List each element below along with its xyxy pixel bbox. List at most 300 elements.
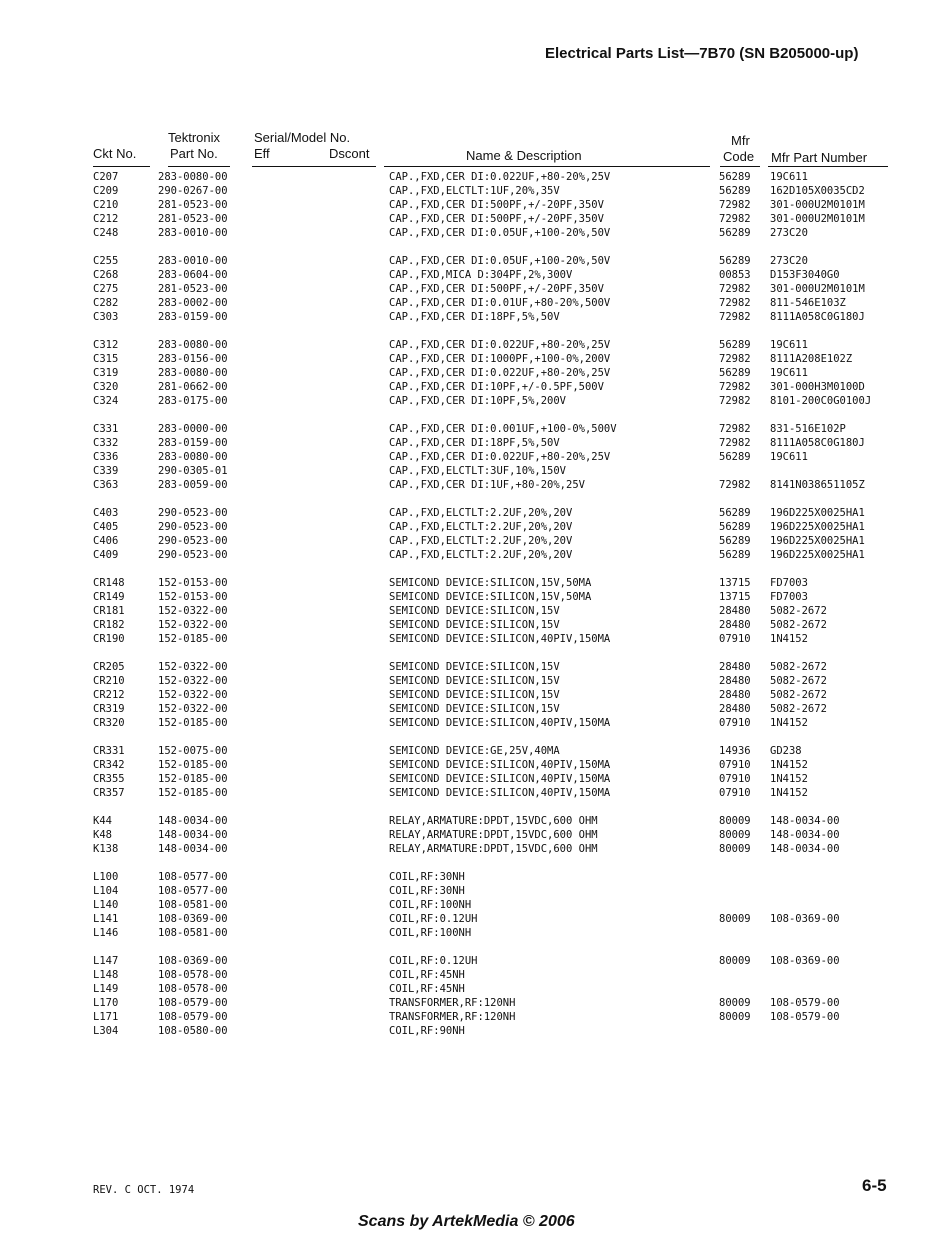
- cell-part-no: 108-0580-00: [158, 1025, 228, 1037]
- cell-part-no: 290-0523-00: [158, 549, 228, 561]
- cell-ckt-no: K44: [93, 815, 112, 827]
- cell-part-no: 108-0369-00: [158, 913, 228, 925]
- cell-description: SEMICOND DEVICE:SILICON,15V,50MA: [389, 591, 592, 603]
- cell-description: CAP.,FXD,CER DI:18PF,5%,50V: [389, 311, 560, 323]
- cell-ckt-no: C406: [93, 535, 119, 547]
- cell-description: CAP.,FXD,CER DI:0.05UF,+100-20%,50V: [389, 227, 611, 239]
- cell-description: CAP.,FXD,CER DI:0.022UF,+80-20%,25V: [389, 367, 611, 379]
- cell-description: SEMICOND DEVICE:SILICON,40PIV,150MA: [389, 717, 611, 729]
- cell-ckt-no: CR190: [93, 633, 125, 645]
- cell-description: CAP.,FXD,CER DI:18PF,5%,50V: [389, 437, 560, 449]
- cell-part-no: 281-0662-00: [158, 381, 228, 393]
- header-ckt-no: Ckt No.: [93, 146, 137, 161]
- cell-ckt-no: C320: [93, 381, 119, 393]
- cell-description: SEMICOND DEVICE:SILICON,40PIV,150MA: [389, 759, 611, 771]
- cell-part-no: 152-0322-00: [158, 605, 228, 617]
- cell-ckt-no: C275: [93, 283, 119, 295]
- cell-mfr-part-number: 8141N038651105Z: [770, 479, 865, 491]
- table-row: [0, 702, 950, 716]
- table-row: [0, 898, 950, 912]
- table-row: [0, 212, 950, 226]
- header-mfr-part-number: Mfr Part Number: [771, 150, 868, 165]
- cell-ckt-no: L148: [93, 969, 119, 981]
- cell-description: TRANSFORMER,RF:120NH: [389, 997, 516, 1009]
- cell-ckt-no: CR181: [93, 605, 125, 617]
- revision-date: REV. C OCT. 1974: [93, 1184, 195, 1196]
- table-row: [0, 380, 950, 394]
- cell-description: CAP.,FXD,ELCTLT:1UF,20%,35V: [389, 185, 560, 197]
- cell-description: CAP.,FXD,CER DI:0.022UF,+80-20%,25V: [389, 451, 611, 463]
- cell-ckt-no: C209: [93, 185, 119, 197]
- cell-ckt-no: C363: [93, 479, 119, 491]
- cell-description: COIL,RF:100NH: [389, 927, 472, 939]
- cell-ckt-no: C312: [93, 339, 119, 351]
- cell-mfr-part-number: 8111A058C0G180J: [770, 311, 865, 323]
- cell-part-no: 148-0034-00: [158, 815, 228, 827]
- table-row: [0, 814, 950, 828]
- cell-mfr-code: 07910: [719, 787, 751, 799]
- cell-description: SEMICOND DEVICE:SILICON,40PIV,150MA: [389, 633, 611, 645]
- table-row: [0, 926, 950, 940]
- cell-mfr-part-number: 5082-2672: [770, 619, 827, 631]
- cell-part-no: 152-0153-00: [158, 577, 228, 589]
- cell-mfr-code: 72982: [719, 213, 751, 225]
- cell-ckt-no: L100: [93, 871, 119, 883]
- cell-mfr-code: 72982: [719, 311, 751, 323]
- cell-mfr-part-number: 19C611: [770, 339, 808, 351]
- table-row: [0, 842, 950, 856]
- cell-description: CAP.,FXD,CER DI:1000PF,+100-0%,200V: [389, 353, 611, 365]
- table-row: [0, 198, 950, 212]
- table-row: [0, 268, 950, 282]
- cell-mfr-code: 07910: [719, 773, 751, 785]
- cell-ckt-no: K138: [93, 843, 119, 855]
- cell-mfr-code: 72982: [719, 199, 751, 211]
- table-row: [0, 618, 950, 632]
- cell-mfr-part-number: 5082-2672: [770, 605, 827, 617]
- cell-mfr-part-number: 196D225X0025HA1: [770, 535, 865, 547]
- cell-mfr-part-number: 273C20: [770, 255, 808, 267]
- header-part-no: Part No.: [170, 146, 218, 161]
- cell-part-no: 152-0322-00: [158, 689, 228, 701]
- cell-part-no: 283-0156-00: [158, 353, 228, 365]
- cell-mfr-code: 56289: [719, 339, 751, 351]
- cell-ckt-no: L140: [93, 899, 119, 911]
- table-row: [0, 660, 950, 674]
- cell-mfr-code: 07910: [719, 633, 751, 645]
- cell-mfr-part-number: 831-516E102P: [770, 423, 846, 435]
- table-row: [0, 184, 950, 198]
- cell-ckt-no: L171: [93, 1011, 119, 1023]
- cell-mfr-code: 72982: [719, 479, 751, 491]
- header-tektronix: Tektronix: [168, 130, 221, 145]
- cell-mfr-part-number: 8111A208E102Z: [770, 353, 853, 365]
- cell-mfr-part-number: 108-0579-00: [770, 997, 840, 1009]
- cell-description: CAP.,FXD,CER DI:0.01UF,+80-20%,500V: [389, 297, 611, 309]
- cell-part-no: 108-0577-00: [158, 871, 228, 883]
- cell-description: CAP.,FXD,MICA D:304PF,2%,300V: [389, 269, 573, 281]
- cell-part-no: 283-0159-00: [158, 437, 228, 449]
- cell-description: CAP.,FXD,ELCTLT:2.2UF,20%,20V: [389, 549, 573, 561]
- cell-description: SEMICOND DEVICE:SILICON,15V: [389, 675, 560, 687]
- cell-ckt-no: C255: [93, 255, 119, 267]
- cell-mfr-part-number: 273C20: [770, 227, 808, 239]
- cell-mfr-code: 72982: [719, 381, 751, 393]
- cell-part-no: 152-0322-00: [158, 703, 228, 715]
- cell-description: CAP.,FXD,CER DI:10PF,5%,200V: [389, 395, 567, 407]
- cell-part-no: 281-0523-00: [158, 283, 228, 295]
- scan-credit: Scans by ArtekMedia © 2006: [358, 1213, 575, 1230]
- table-row: [0, 688, 950, 702]
- cell-part-no: 283-0159-00: [158, 311, 228, 323]
- cell-part-no: 152-0322-00: [158, 619, 228, 631]
- cell-ckt-no: C303: [93, 311, 119, 323]
- cell-part-no: 108-0578-00: [158, 969, 228, 981]
- cell-ckt-no: CR357: [93, 787, 125, 799]
- cell-part-no: 108-0369-00: [158, 955, 228, 967]
- cell-part-no: 283-0080-00: [158, 451, 228, 463]
- cell-mfr-part-number: 8101-200C0G0100J: [770, 395, 872, 407]
- cell-mfr-code: 56289: [719, 521, 751, 533]
- cell-description: RELAY,ARMATURE:DPDT,15VDC,600 OHM: [389, 829, 598, 841]
- cell-ckt-no: C403: [93, 507, 119, 519]
- cell-mfr-code: 80009: [719, 913, 751, 925]
- cell-description: SEMICOND DEVICE:SILICON,15V: [389, 661, 560, 673]
- table-row: [0, 450, 950, 464]
- cell-mfr-part-number: 19C611: [770, 171, 808, 183]
- cell-mfr-code: 07910: [719, 717, 751, 729]
- cell-ckt-no: C332: [93, 437, 119, 449]
- cell-description: CAP.,FXD,CER DI:500PF,+/-20PF,350V: [389, 199, 604, 211]
- cell-description: SEMICOND DEVICE:SILICON,40PIV,150MA: [389, 787, 611, 799]
- cell-ckt-no: C282: [93, 297, 119, 309]
- cell-description: SEMICOND DEVICE:SILICON,15V,50MA: [389, 577, 592, 589]
- cell-part-no: 290-0523-00: [158, 507, 228, 519]
- cell-mfr-code: 80009: [719, 829, 751, 841]
- cell-ckt-no: L147: [93, 955, 119, 967]
- cell-part-no: 108-0579-00: [158, 1011, 228, 1023]
- cell-ckt-no: C409: [93, 549, 119, 561]
- cell-mfr-part-number: 108-0369-00: [770, 913, 840, 925]
- cell-description: CAP.,FXD,CER DI:10PF,+/-0.5PF,500V: [389, 381, 604, 393]
- header-rule-desc: [384, 166, 710, 167]
- table-row: [0, 254, 950, 268]
- cell-ckt-no: L104: [93, 885, 119, 897]
- cell-part-no: 148-0034-00: [158, 829, 228, 841]
- cell-ckt-no: L304: [93, 1025, 119, 1037]
- cell-description: SEMICOND DEVICE:GE,25V,40MA: [389, 745, 560, 757]
- cell-ckt-no: CR319: [93, 703, 125, 715]
- cell-mfr-code: 28480: [719, 661, 751, 673]
- cell-mfr-code: 28480: [719, 689, 751, 701]
- table-row: [0, 422, 950, 436]
- cell-part-no: 283-0010-00: [158, 227, 228, 239]
- cell-mfr-part-number: 301-000U2M0101M: [770, 199, 865, 211]
- header-rule-ckt: [93, 166, 150, 167]
- table-row: [0, 1010, 950, 1024]
- cell-ckt-no: C336: [93, 451, 119, 463]
- table-row: [0, 506, 950, 520]
- cell-mfr-code: 56289: [719, 171, 751, 183]
- page-number: 6-5: [862, 1176, 887, 1195]
- cell-ckt-no: C331: [93, 423, 119, 435]
- cell-description: CAP.,FXD,CER DI:500PF,+/-20PF,350V: [389, 213, 604, 225]
- table-row: [0, 786, 950, 800]
- cell-description: SEMICOND DEVICE:SILICON,40PIV,150MA: [389, 773, 611, 785]
- cell-part-no: 290-0305-01: [158, 465, 228, 477]
- cell-part-no: 290-0267-00: [158, 185, 228, 197]
- cell-mfr-code: 72982: [719, 297, 751, 309]
- cell-ckt-no: C248: [93, 227, 119, 239]
- cell-mfr-code: 72982: [719, 423, 751, 435]
- cell-description: COIL,RF:30NH: [389, 885, 465, 897]
- cell-part-no: 281-0523-00: [158, 213, 228, 225]
- header-rule-code: [720, 166, 760, 167]
- cell-part-no: 108-0577-00: [158, 885, 228, 897]
- cell-description: SEMICOND DEVICE:SILICON,15V: [389, 689, 560, 701]
- cell-description: CAP.,FXD,CER DI:1UF,+80-20%,25V: [389, 479, 585, 491]
- cell-part-no: 283-0080-00: [158, 367, 228, 379]
- cell-mfr-code: 56289: [719, 367, 751, 379]
- header-serial-model: Serial/Model No.: [254, 130, 351, 145]
- cell-part-no: 152-0185-00: [158, 717, 228, 729]
- cell-mfr-part-number: 148-0034-00: [770, 843, 840, 855]
- header-rule-serial: [252, 166, 376, 167]
- cell-part-no: 152-0185-00: [158, 787, 228, 799]
- cell-description: COIL,RF:0.12UH: [389, 913, 478, 925]
- cell-ckt-no: C210: [93, 199, 119, 211]
- cell-mfr-code: 28480: [719, 675, 751, 687]
- cell-part-no: 290-0523-00: [158, 535, 228, 547]
- cell-mfr-code: 13715: [719, 577, 751, 589]
- cell-mfr-part-number: FD7003: [770, 591, 808, 603]
- cell-part-no: 108-0578-00: [158, 983, 228, 995]
- cell-description: CAP.,FXD,CER DI:0.001UF,+100-0%,500V: [389, 423, 617, 435]
- cell-ckt-no: CR149: [93, 591, 125, 603]
- table-row: [0, 996, 950, 1010]
- cell-ckt-no: CR210: [93, 675, 125, 687]
- cell-description: CAP.,FXD,CER DI:500PF,+/-20PF,350V: [389, 283, 604, 295]
- cell-part-no: 152-0075-00: [158, 745, 228, 757]
- cell-description: SEMICOND DEVICE:SILICON,15V: [389, 605, 560, 617]
- cell-mfr-code: 28480: [719, 605, 751, 617]
- cell-part-no: 283-0080-00: [158, 339, 228, 351]
- cell-mfr-part-number: 5082-2672: [770, 675, 827, 687]
- table-row: [0, 478, 950, 492]
- cell-part-no: 281-0523-00: [158, 199, 228, 211]
- cell-ckt-no: C207: [93, 171, 119, 183]
- table-row: [0, 366, 950, 380]
- cell-mfr-code: 14936: [719, 745, 751, 757]
- cell-mfr-code: 28480: [719, 619, 751, 631]
- header-dscont: Dscont: [329, 146, 370, 161]
- cell-ckt-no: C319: [93, 367, 119, 379]
- cell-ckt-no: CR331: [93, 745, 125, 757]
- cell-mfr-code: 80009: [719, 997, 751, 1009]
- table-row: [0, 716, 950, 730]
- table-row: [0, 772, 950, 786]
- table-row: [0, 394, 950, 408]
- cell-part-no: 148-0034-00: [158, 843, 228, 855]
- cell-mfr-part-number: 5082-2672: [770, 703, 827, 715]
- cell-mfr-code: 56289: [719, 227, 751, 239]
- header-code: Code: [723, 149, 755, 164]
- header-name-description: Name & Description: [466, 148, 582, 163]
- cell-mfr-part-number: 108-0579-00: [770, 1011, 840, 1023]
- header-mfr: Mfr: [731, 133, 750, 148]
- page-title: Electrical Parts List—7B70 (SN B205000-up): [545, 45, 859, 62]
- cell-description: COIL,RF:0.12UH: [389, 955, 478, 967]
- table-row: [0, 534, 950, 548]
- cell-mfr-code: 72982: [719, 353, 751, 365]
- cell-mfr-part-number: 148-0034-00: [770, 829, 840, 841]
- cell-ckt-no: L141: [93, 913, 119, 925]
- table-row: [0, 352, 950, 366]
- cell-mfr-part-number: 301-000H3M0100D: [770, 381, 865, 393]
- cell-description: RELAY,ARMATURE:DPDT,15VDC,600 OHM: [389, 815, 598, 827]
- table-row: [0, 520, 950, 534]
- cell-description: TRANSFORMER,RF:120NH: [389, 1011, 516, 1023]
- cell-mfr-part-number: 301-000U2M0101M: [770, 213, 865, 225]
- cell-mfr-part-number: 5082-2672: [770, 661, 827, 673]
- cell-description: SEMICOND DEVICE:SILICON,15V: [389, 703, 560, 715]
- cell-mfr-code: 56289: [719, 535, 751, 547]
- cell-ckt-no: L170: [93, 997, 119, 1009]
- cell-description: CAP.,FXD,CER DI:0.05UF,+100-20%,50V: [389, 255, 611, 267]
- cell-mfr-code: 56289: [719, 451, 751, 463]
- table-row: [0, 744, 950, 758]
- table-row: [0, 338, 950, 352]
- cell-part-no: 152-0185-00: [158, 759, 228, 771]
- cell-part-no: 108-0581-00: [158, 927, 228, 939]
- cell-part-no: 283-0604-00: [158, 269, 228, 281]
- table-row: [0, 632, 950, 646]
- header-rule-mfr-part: [768, 166, 888, 167]
- cell-mfr-part-number: 1N4152: [770, 787, 808, 799]
- cell-mfr-part-number: D153F3040G0: [770, 269, 840, 281]
- cell-mfr-part-number: 19C611: [770, 451, 808, 463]
- cell-description: RELAY,ARMATURE:DPDT,15VDC,600 OHM: [389, 843, 598, 855]
- cell-description: CAP.,FXD,ELCTLT:2.2UF,20%,20V: [389, 507, 573, 519]
- table-row: [0, 604, 950, 618]
- cell-description: CAP.,FXD,ELCTLT:2.2UF,20%,20V: [389, 521, 573, 533]
- cell-description: COIL,RF:45NH: [389, 969, 465, 981]
- cell-mfr-part-number: 196D225X0025HA1: [770, 507, 865, 519]
- cell-part-no: 283-0002-00: [158, 297, 228, 309]
- cell-mfr-part-number: 811-546E103Z: [770, 297, 846, 309]
- table-row: [0, 912, 950, 926]
- cell-ckt-no: C405: [93, 521, 119, 533]
- cell-mfr-code: 72982: [719, 437, 751, 449]
- cell-mfr-part-number: 148-0034-00: [770, 815, 840, 827]
- cell-part-no: 152-0185-00: [158, 773, 228, 785]
- cell-mfr-part-number: 1N4152: [770, 759, 808, 771]
- cell-mfr-code: 56289: [719, 549, 751, 561]
- cell-description: CAP.,FXD,ELCTLT:2.2UF,20%,20V: [389, 535, 573, 547]
- cell-description: CAP.,FXD,CER DI:0.022UF,+80-20%,25V: [389, 171, 611, 183]
- cell-part-no: 283-0080-00: [158, 171, 228, 183]
- cell-ckt-no: C324: [93, 395, 119, 407]
- cell-mfr-part-number: 108-0369-00: [770, 955, 840, 967]
- cell-mfr-part-number: 19C611: [770, 367, 808, 379]
- cell-description: COIL,RF:45NH: [389, 983, 465, 995]
- cell-part-no: 283-0175-00: [158, 395, 228, 407]
- cell-mfr-part-number: 162D105X0035CD2: [770, 185, 865, 197]
- table-row: [0, 870, 950, 884]
- cell-mfr-code: 56289: [719, 185, 751, 197]
- table-row: [0, 464, 950, 478]
- cell-mfr-part-number: 5082-2672: [770, 689, 827, 701]
- cell-mfr-part-number: 1N4152: [770, 773, 808, 785]
- cell-mfr-part-number: 1N4152: [770, 717, 808, 729]
- cell-part-no: 283-0059-00: [158, 479, 228, 491]
- cell-description: CAP.,FXD,CER DI:0.022UF,+80-20%,25V: [389, 339, 611, 351]
- cell-mfr-code: 80009: [719, 1011, 751, 1023]
- cell-mfr-part-number: 301-000U2M0101M: [770, 283, 865, 295]
- cell-part-no: 108-0581-00: [158, 899, 228, 911]
- cell-description: COIL,RF:30NH: [389, 871, 465, 883]
- cell-part-no: 283-0010-00: [158, 255, 228, 267]
- table-row: [0, 170, 950, 184]
- table-row: [0, 968, 950, 982]
- cell-ckt-no: CR182: [93, 619, 125, 631]
- cell-description: COIL,RF:90NH: [389, 1025, 465, 1037]
- cell-mfr-code: 56289: [719, 507, 751, 519]
- cell-ckt-no: L149: [93, 983, 119, 995]
- table-row: [0, 310, 950, 324]
- cell-mfr-code: 80009: [719, 815, 751, 827]
- table-row: [0, 758, 950, 772]
- table-row: [0, 982, 950, 996]
- cell-part-no: 152-0322-00: [158, 675, 228, 687]
- cell-mfr-code: 72982: [719, 395, 751, 407]
- cell-ckt-no: CR355: [93, 773, 125, 785]
- cell-mfr-code: 56289: [719, 255, 751, 267]
- cell-description: COIL,RF:100NH: [389, 899, 472, 911]
- cell-part-no: 152-0185-00: [158, 633, 228, 645]
- table-row: [0, 282, 950, 296]
- table-row: [0, 954, 950, 968]
- cell-part-no: 290-0523-00: [158, 521, 228, 533]
- cell-ckt-no: C339: [93, 465, 119, 477]
- cell-mfr-part-number: 196D225X0025HA1: [770, 521, 865, 533]
- table-row: [0, 828, 950, 842]
- cell-mfr-part-number: 1N4152: [770, 633, 808, 645]
- cell-ckt-no: CR212: [93, 689, 125, 701]
- cell-part-no: 283-0000-00: [158, 423, 228, 435]
- table-row: [0, 548, 950, 562]
- cell-mfr-part-number: 196D225X0025HA1: [770, 549, 865, 561]
- table-row: [0, 296, 950, 310]
- table-row: [0, 590, 950, 604]
- cell-mfr-code: 72982: [719, 283, 751, 295]
- table-row: [0, 1024, 950, 1038]
- cell-ckt-no: C212: [93, 213, 119, 225]
- cell-mfr-code: 13715: [719, 591, 751, 603]
- table-row: [0, 226, 950, 240]
- cell-mfr-code: 80009: [719, 843, 751, 855]
- cell-mfr-code: 07910: [719, 759, 751, 771]
- cell-part-no: 152-0153-00: [158, 591, 228, 603]
- cell-ckt-no: C268: [93, 269, 119, 281]
- cell-ckt-no: CR342: [93, 759, 125, 771]
- header-rule-part: [168, 166, 230, 167]
- cell-mfr-part-number: FD7003: [770, 577, 808, 589]
- table-row: [0, 576, 950, 590]
- cell-mfr-part-number: GD238: [770, 745, 802, 757]
- cell-part-no: 152-0322-00: [158, 661, 228, 673]
- table-row: [0, 674, 950, 688]
